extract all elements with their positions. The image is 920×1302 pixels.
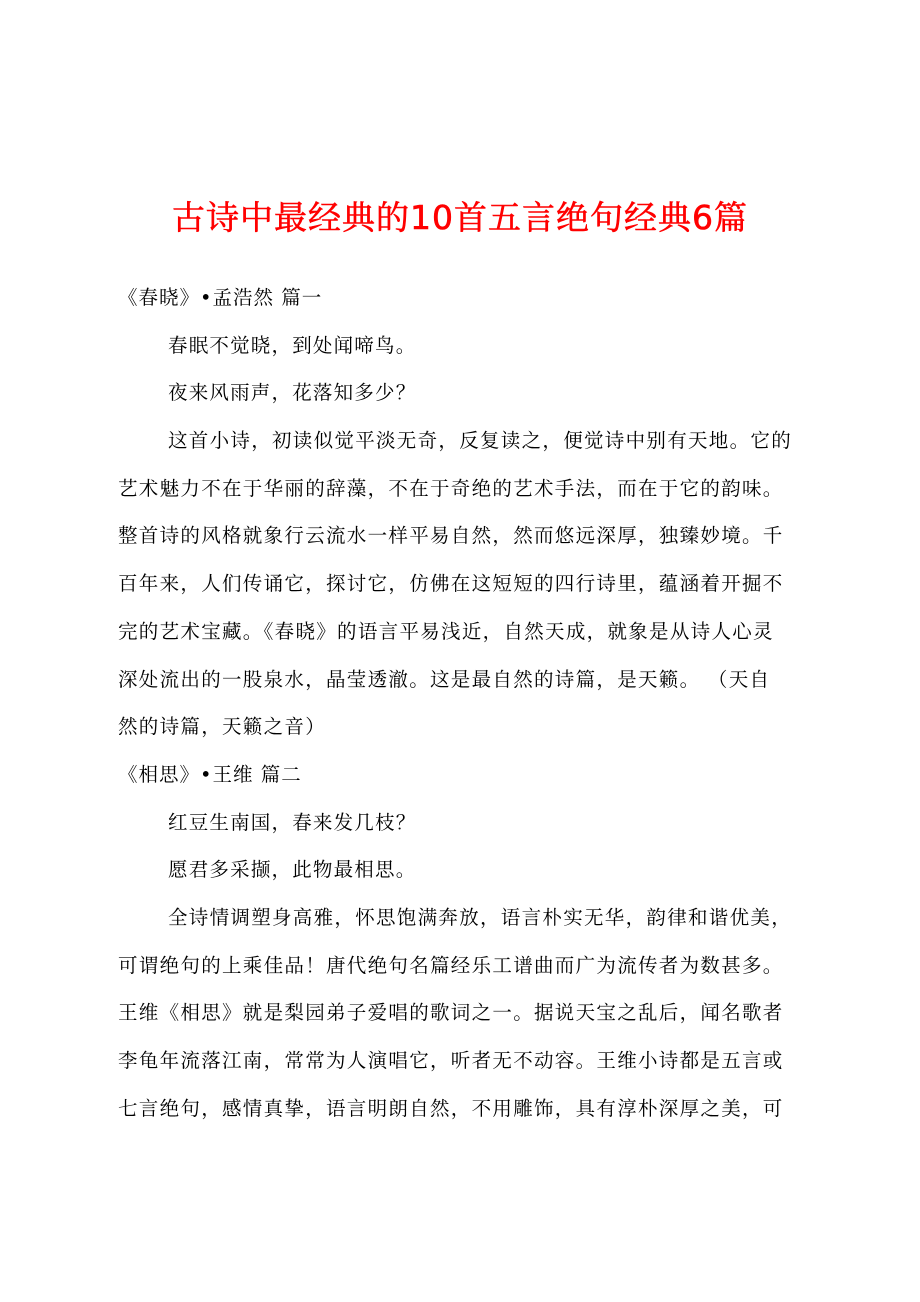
commentary-line: 可谓绝句的上乘佳品！唐代绝句名篇经乐工谱曲而广为流传者为数甚多。 xyxy=(118,953,784,977)
poem-line: 春眠不觉晓，到处闻啼鸟。 xyxy=(168,333,417,357)
poem-line: 愿君多采撷，此物最相思。 xyxy=(168,858,417,882)
commentary-line: 七言绝句，感情真挚，语言明朗自然，不用雕饰，具有淳朴深厚之美，可 xyxy=(118,1096,784,1120)
commentary-line: 完的艺术宝藏。《春晓》的语言平易浅近，自然天成，就象是从诗人心灵 xyxy=(118,619,774,643)
commentary-line: 百年来，人们传诵它，探讨它，仿佛在这短短的四行诗里，蕴涵着开掘不 xyxy=(118,572,784,596)
commentary-line: 王维《相思》就是梨园弟子爱唱的歌词之一。据说天宝之乱后，闻名歌者 xyxy=(118,1001,784,1025)
document-body xyxy=(118,278,808,1136)
commentary-line: 然的诗篇，天籁之音） xyxy=(118,715,327,739)
section-heading: 《相思》•王维 篇二 xyxy=(118,762,302,786)
poem-line: 红豆生南国，春来发几枝？ xyxy=(168,810,417,834)
section-heading: 《春晓》•孟浩然 篇一 xyxy=(118,286,323,309)
commentary-line: 李龟年流落江南，常常为人演唱它，听者无不动容。王维小诗都是五言或 xyxy=(118,1049,784,1072)
commentary-line: 艺术魅力不在于华丽的辞藻，不在于奇绝的艺术手法，而在于它的韵味。 xyxy=(118,476,784,500)
document-title: 古诗中最经典的10首五言绝句经典6篇 xyxy=(172,198,748,237)
commentary-line: 深处流出的一股泉水，晶莹透澈。这是最自然的诗篇，是天籁。 （天自 xyxy=(118,667,771,691)
poem-line: 夜来风雨声，花落知多少？ xyxy=(168,381,417,405)
commentary-line: 全诗情调塑身高雅，怀思饱满奔放，语言朴实无华，韵律和谐优美， xyxy=(168,905,793,929)
commentary-line: 这首小诗，初读似觉平淡无奇，反复读之，便觉诗中别有天地。它的 xyxy=(168,429,793,453)
commentary-line: 整首诗的风格就象行云流水一样平易自然，然而悠远深厚，独臻妙境。千 xyxy=(118,524,784,548)
